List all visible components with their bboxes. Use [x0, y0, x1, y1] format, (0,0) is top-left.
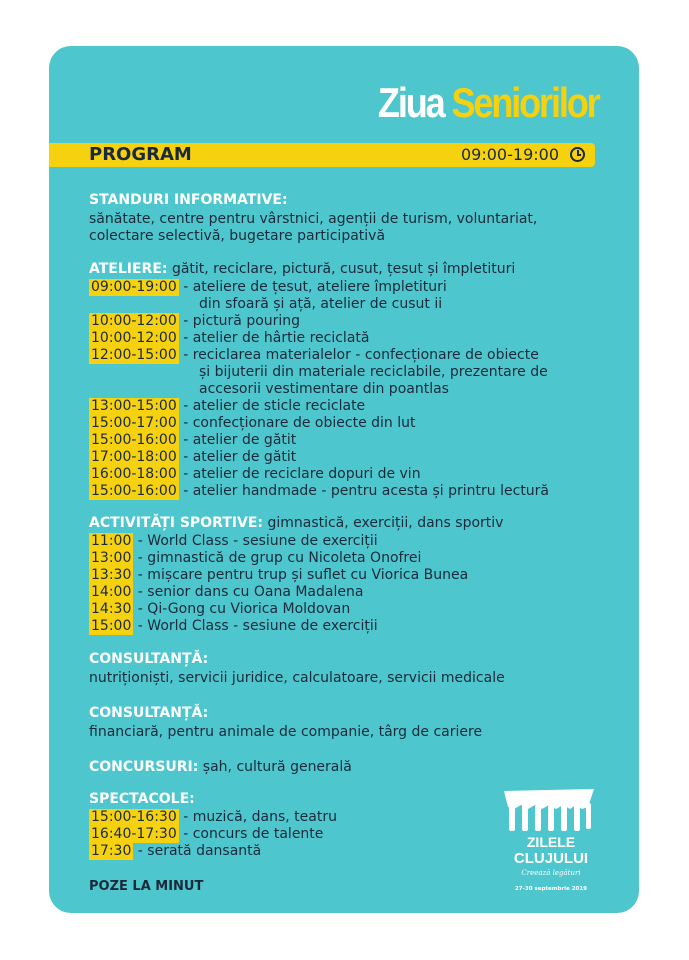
schedule-row: 15:00-16:00 - atelier de gătit — [91, 432, 297, 448]
time-badge: 16:40-17:30 — [91, 826, 177, 842]
poze-label: POZE LA MINUT — [89, 879, 204, 894]
time-badge: 13:00-15:00 — [91, 398, 177, 414]
schedule-row: 13:00-15:00 - atelier de sticle reciclate — [91, 398, 366, 414]
ateliere-summary: gătit, reciclare, pictură, cusut, țesut și împletituri — [167, 261, 516, 277]
program-card — [49, 46, 639, 913]
schedule-row: 10:00-12:00 - atelier de hârtie reciclată — [91, 330, 370, 346]
time-badge: 12:00-15:00 — [91, 347, 177, 363]
time-badge: 15:00-16:00 — [91, 432, 177, 448]
schedule-row: 15:00-16:00 - atelier handmade - pentru acesta și printru lectură — [91, 483, 550, 499]
schedule-row: 09:00-19:00 - ateliere de țesut, ateliere împletituri din sfoară și ață, atelier de cusut ii — [91, 279, 447, 312]
standuri-line-2: colectare selectivă, bugetare participativă — [89, 228, 386, 244]
schedule-row: 14:30 - Qi-Gong cu Viorica Moldovan — [91, 601, 351, 617]
consult1-text: nutriționiști, servicii juridice, calculatoare, servicii medicale — [89, 670, 505, 686]
time-badge: 09:00-19:00 — [91, 279, 177, 295]
program-label: PROGRAM — [89, 144, 192, 165]
sport-schedule — [89, 533, 468, 635]
schedule-row: 14:00 - senior dans cu Oana Madalena — [91, 584, 364, 600]
logo-tagline: Creează legături — [521, 869, 581, 877]
time-badge: 10:00-12:00 — [91, 313, 177, 329]
sport-heading-line — [89, 515, 503, 532]
time-badge: 15:00-16:30 — [91, 809, 177, 825]
schedule-row: 17:00-18:00 - atelier de gătit — [91, 449, 297, 465]
program-time: 09:00-19:00 — [461, 145, 559, 164]
zilele-clujului-logo — [496, 783, 606, 898]
schedule-row: 10:00-12:00 - pictură pouring — [91, 313, 301, 329]
concursuri-text: șah, cultură generală — [198, 759, 352, 775]
time-badge: 17:00-18:00 — [91, 449, 177, 465]
schedule-row: 13:00 - gimnastică de grup cu Nicoleta Onofrei — [91, 550, 422, 566]
schedule-row: 13:30 - mișcare pentru trup și suflet cu Viorica Bunea — [91, 567, 469, 583]
time-badge: 15:00-17:00 — [91, 415, 177, 431]
spectacole-heading: SPECTACOLE: — [89, 791, 195, 807]
schedule-row: 17:30 - serată dansantă — [91, 843, 262, 859]
time-badge: 17:30 — [91, 843, 132, 859]
time-badge: 15:00 — [91, 618, 132, 634]
schedule-row: 12:00-15:00 - reciclarea materialelor - confecționare de obiecte și bijuterii din materiale reciclabile, prezentare de accesorii vestimentare din poantlas — [91, 347, 548, 397]
sport-heading: ACTIVITĂȚI SPORTIVE: — [89, 515, 263, 531]
clock-icon — [570, 147, 585, 162]
time-badge: 14:30 — [91, 601, 132, 617]
concursuri-heading: CONCURSURI: — [89, 759, 199, 775]
logo-line2: CLUJULUI — [513, 850, 589, 867]
standuri-line-1: sănătate, centre pentru vârstnici, agenții de turism, voluntariat, — [89, 211, 538, 227]
time-badge: 13:30 — [91, 567, 132, 583]
sport-summary: gimnastică, exerciții, dans sportiv — [263, 515, 504, 531]
time-badge: 11:00 — [91, 533, 132, 549]
schedule-row: 15:00 - World Class - sesiune de exerciții — [91, 618, 378, 634]
schedule-row: 15:00-16:30 - muzică, dans, teatru — [91, 809, 337, 825]
time-badge: 10:00-12:00 — [91, 330, 177, 346]
schedule-row: 16:40-17:30 - concurs de talente — [91, 826, 324, 842]
program-banner — [49, 143, 595, 167]
time-badge: 16:00-18:00 — [91, 466, 177, 482]
logo-line1: ZILELE — [526, 834, 576, 850]
standuri-heading: STANDURI INFORMATIVE: — [89, 192, 288, 208]
schedule-row: 15:00-17:00 - confecționare de obiecte din lut — [91, 415, 416, 431]
time-badge: 15:00-16:00 — [91, 483, 177, 499]
ateliere-schedule — [89, 279, 549, 500]
time-badge: 13:00 — [91, 550, 132, 566]
ateliere-heading: ATELIERE: — [89, 261, 168, 277]
spectacole-schedule — [89, 809, 337, 860]
consult1-heading: CONSULTANȚĂ: — [89, 651, 209, 667]
page-title: Ziua Seniorilor — [378, 79, 599, 126]
consult2-text: financiară, pentru animale de companie, târg de cariere — [89, 724, 483, 740]
ateliere-heading-line — [89, 261, 515, 278]
schedule-row: 16:00-18:00 - atelier de reciclare dopuri de vin — [91, 466, 421, 482]
concursuri-line — [89, 759, 352, 776]
logo-dates: 27-30 septembrie 2019 — [514, 886, 588, 892]
consult2-heading: CONSULTANȚĂ: — [89, 705, 209, 721]
time-badge: 14:00 — [91, 584, 132, 600]
schedule-row: 11:00 - World Class - sesiune de exerciții — [91, 533, 378, 549]
